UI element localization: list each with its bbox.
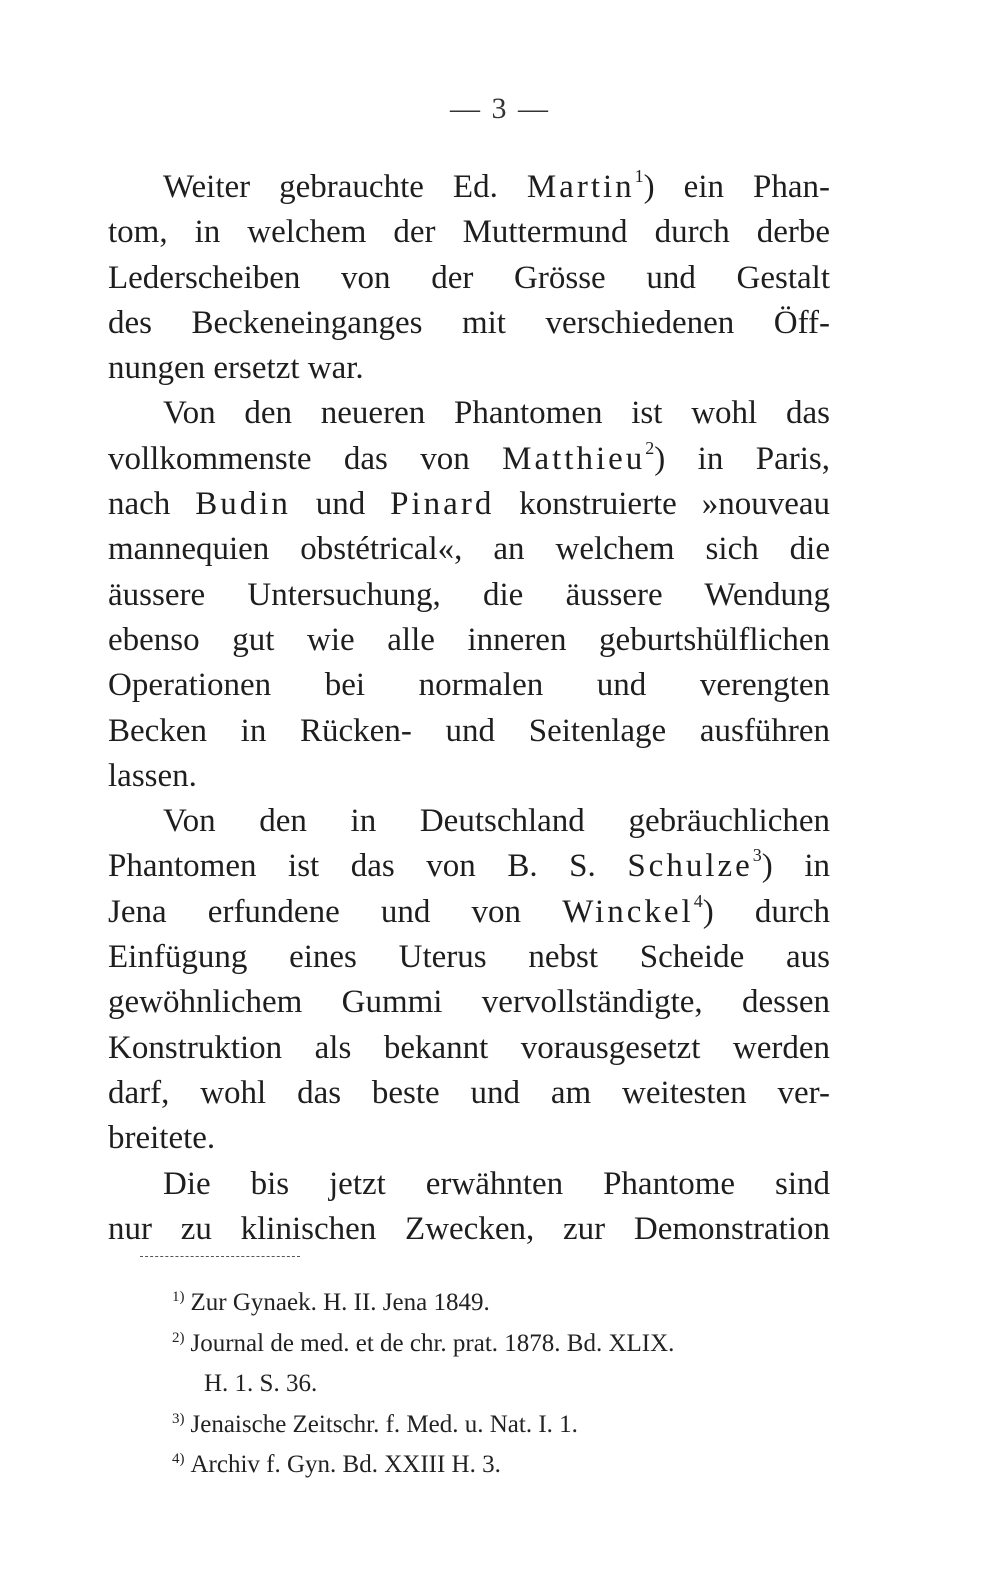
- text-span: Weiter gebrauchte Ed.: [163, 169, 527, 205]
- text-span: ) durch: [702, 893, 830, 930]
- body-text: [108, 165, 830, 1252]
- footnote-text: Journal de med. et de chr. prat. 1878. Bd. XLIX.: [190, 1329, 675, 1357]
- text-span: äussere Untersuchung, die äussere Wendung: [108, 576, 830, 613]
- text-span: Winckel: [562, 893, 694, 930]
- text-span: nungen ersetzt war.: [108, 350, 364, 387]
- text-span: ebenso gut wie alle inneren geburtshülflichen: [108, 621, 830, 658]
- text-span: ) in Paris,: [654, 440, 830, 477]
- footnote: [172, 1364, 852, 1405]
- text-line: [108, 482, 830, 527]
- text-line: [108, 890, 830, 935]
- text-line: [108, 391, 830, 436]
- text-line: [108, 618, 830, 663]
- text-line: [108, 256, 830, 301]
- text-span: konstruierte »nouveau: [494, 486, 830, 523]
- text-line: [108, 210, 830, 255]
- footnote-text: H. 1. S. 36.: [204, 1370, 318, 1397]
- text-line: [108, 527, 830, 572]
- text-line: [108, 573, 830, 618]
- footnote-number: 1): [172, 1289, 185, 1305]
- text-span: Phantomen ist das von B. S.: [108, 848, 628, 885]
- text-line: [108, 1207, 830, 1252]
- text-span: breitete.: [108, 1120, 216, 1157]
- text-span: Operationen bei normalen und verengten: [108, 667, 830, 704]
- text-line: [108, 301, 830, 346]
- text-span: Die bis jetzt erwähnten Phantome sind: [163, 1165, 830, 1202]
- text-line: [108, 980, 830, 1025]
- footnote-separator: [140, 1256, 300, 1257]
- footnote: [172, 1445, 852, 1486]
- text-span: mannequien obstétrical«, an welchem sich die: [108, 531, 830, 568]
- text-span: ) ein Phan-: [643, 169, 830, 205]
- footnotes: [172, 1283, 852, 1486]
- text-span: ) in: [761, 848, 830, 885]
- text-line: [108, 1162, 830, 1207]
- footnote-number: 4): [172, 1451, 185, 1467]
- text-span: nur zu klinischen Zwecken, zur Demonstration: [108, 1210, 830, 1247]
- text-line: [108, 1116, 830, 1161]
- footnote-marker: 2: [645, 437, 655, 458]
- text-span: Pinard: [390, 486, 495, 523]
- text-line: [108, 437, 830, 482]
- text-line: [108, 1026, 830, 1071]
- text-span: Jena erfundene und von: [108, 893, 563, 930]
- text-line: [108, 663, 830, 708]
- text-line: [108, 346, 830, 391]
- text-span: Lederscheiben von der Grösse und Gestalt: [108, 259, 830, 296]
- text-span: gewöhnlichem Gummi vervollständigte, dessen: [108, 984, 830, 1021]
- text-span: Von den neueren Phantomen ist wohl das: [163, 395, 830, 432]
- text-span: vollkommenste das von: [108, 440, 503, 477]
- footnote-text: Jenaische Zeitschr. f. Med. u. Nat. I. 1.: [190, 1410, 578, 1438]
- text-span: und: [290, 486, 391, 523]
- footnote-marker: 3: [752, 845, 762, 866]
- text-span: nach: [108, 486, 196, 523]
- footnote-number: 3): [172, 1410, 185, 1427]
- text-line: [108, 709, 830, 754]
- text-span: Von den in Deutschland gebräuchlichen: [163, 803, 830, 840]
- footnote-text: Archiv f. Gyn. Bd. XXIII H. 3.: [190, 1451, 501, 1478]
- footnote: [172, 1405, 852, 1446]
- text-line: [108, 799, 830, 844]
- footnote-text: Zur Gynaek. H. II. Jena 1849.: [190, 1289, 490, 1316]
- text-span: tom, in welchem der Muttermund durch derbe: [108, 214, 830, 251]
- text-line: [108, 935, 830, 980]
- text-span: Budin: [195, 486, 291, 523]
- text-line: [108, 754, 830, 799]
- text-span: Konstruktion als bekannt vorausgesetzt werden: [108, 1029, 830, 1066]
- text-span: Matthieu: [502, 440, 646, 477]
- footnote-marker: 1: [634, 166, 644, 186]
- text-span: Martin: [526, 169, 635, 205]
- text-line: [108, 165, 830, 210]
- text-line: [108, 844, 830, 889]
- text-span: des Beckeneinganges mit verschiedenen Öff-: [108, 304, 830, 341]
- footnote-marker: 4: [693, 890, 703, 911]
- footnote: [172, 1324, 852, 1365]
- footnote: [172, 1283, 852, 1324]
- text-span: Schulze: [627, 848, 753, 885]
- text-span: lassen.: [108, 757, 197, 794]
- text-span: darf, wohl das beste und am weitesten ver-: [108, 1074, 830, 1111]
- text-span: Einfügung eines Uterus nebst Scheide aus: [108, 939, 830, 976]
- footnote-number: 2): [172, 1329, 185, 1346]
- page-number: — 3 —: [450, 92, 550, 125]
- text-line: [108, 1071, 830, 1116]
- text-span: Becken in Rücken- und Seitenlage ausführen: [108, 712, 830, 749]
